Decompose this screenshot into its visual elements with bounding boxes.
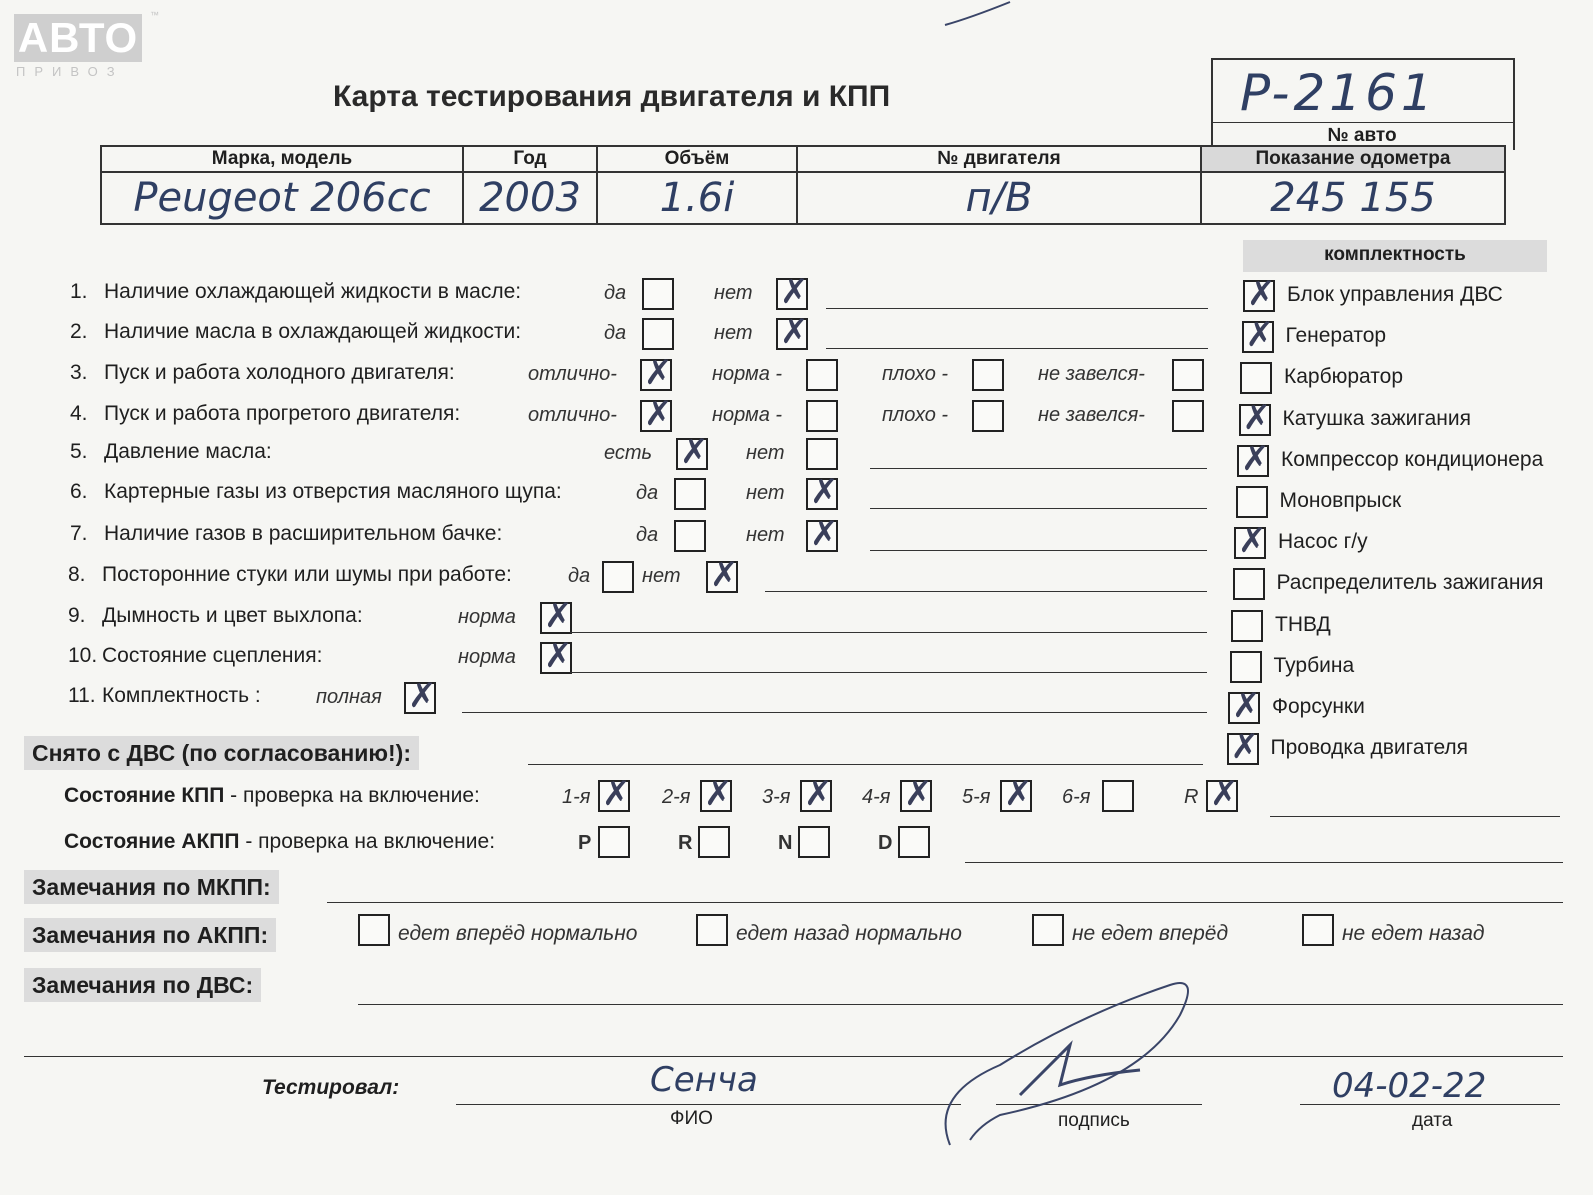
check-mark-icon: ✗ xyxy=(1238,521,1267,562)
remarks-mkpp-label: Замечания по МКПП: xyxy=(24,870,279,904)
kpp-gear-checkbox[interactable] xyxy=(598,774,631,814)
check-option-label: да xyxy=(636,524,659,546)
kompl-checkbox[interactable] xyxy=(1234,521,1267,562)
check-option-label: нет xyxy=(714,282,753,304)
kpp-gear-label: 1-я xyxy=(562,786,591,808)
kpp-gear-checkbox[interactable] xyxy=(1102,780,1134,812)
check-num: 4. xyxy=(70,402,88,425)
check-option-checkbox[interactable] xyxy=(642,278,674,310)
kpp-gear-checkbox[interactable] xyxy=(800,774,833,814)
check-mark-icon: ✗ xyxy=(544,636,573,676)
kompl-item-label: Моновпрыск xyxy=(1279,489,1402,512)
header-value: 1.6i xyxy=(659,175,735,221)
kpp-gear-checkbox[interactable] xyxy=(900,774,933,814)
kpp-gear-label: 2-я xyxy=(662,786,691,808)
fio-line xyxy=(456,1104,961,1105)
kompl-checkbox[interactable] xyxy=(1233,568,1265,600)
kpp-gear-label: 4-я xyxy=(862,786,891,808)
header-col: Показание одометра xyxy=(1255,148,1451,169)
check-option-label: норма xyxy=(458,606,516,628)
check-option-checkbox[interactable] xyxy=(806,438,838,470)
check-line xyxy=(826,308,1208,309)
check-option-label: да xyxy=(604,282,627,304)
check-option-checkbox[interactable] xyxy=(404,676,437,716)
akpp-gear-checkbox[interactable] xyxy=(798,826,830,858)
kompl-item-label: Катушка зажигания xyxy=(1282,406,1471,430)
check-num: 7. xyxy=(70,522,88,545)
kompl-checkbox[interactable] xyxy=(1243,274,1276,314)
check-option-checkbox[interactable] xyxy=(806,514,839,554)
check-option-checkbox[interactable] xyxy=(674,478,706,510)
kompl-item-label: Блок управления ДВС xyxy=(1287,283,1503,306)
kompl-item-label: Карбюратор xyxy=(1284,365,1404,389)
check-mark-icon: ✗ xyxy=(644,394,673,434)
check-option-label: да xyxy=(636,482,659,504)
check-option-label: норма - xyxy=(712,404,783,426)
kompl-checkbox[interactable] xyxy=(1227,727,1259,768)
akpp-remark-checkbox[interactable] xyxy=(1032,914,1064,946)
check-label: Картерные газы из отверстия масляного щупа: xyxy=(104,480,562,503)
kpp-gear-label: 3-я xyxy=(762,786,791,808)
akpp-gear-checkbox[interactable] xyxy=(598,826,630,858)
akpp-remark-checkbox[interactable] xyxy=(1302,914,1334,946)
kompl-checkbox[interactable] xyxy=(1236,486,1268,518)
check-option-checkbox[interactable] xyxy=(1172,359,1204,391)
check-label: Наличие охлаждающей жидкости в масле: xyxy=(104,280,522,303)
kpp-gear-label: R xyxy=(1184,786,1199,808)
check-mark-icon: ✗ xyxy=(704,774,733,814)
kompl-item-label: ТНВД xyxy=(1275,612,1331,636)
check-option-label: норма - xyxy=(712,363,783,385)
check-option-checkbox[interactable] xyxy=(776,312,809,352)
akpp-remark-label: едет вперёд нормально xyxy=(398,922,638,945)
header-value: Peugeot 206cc xyxy=(133,175,431,221)
header-value: 245 155 xyxy=(1270,175,1436,221)
akpp-gear-checkbox[interactable] xyxy=(898,826,930,858)
check-num: 2. xyxy=(70,320,88,343)
kpp-gear-label: 5-я xyxy=(962,786,991,808)
header-col: Объём xyxy=(664,148,730,169)
date-label: дата xyxy=(1412,1110,1453,1131)
check-num: 8. xyxy=(68,563,86,586)
check-mark-icon: ✗ xyxy=(602,774,631,814)
check-mark-icon: ✗ xyxy=(544,596,573,636)
kompl-item-label: Насос г/у xyxy=(1278,530,1368,554)
remarks-mkpp-line xyxy=(327,902,1563,903)
akpp-gear-label: N xyxy=(778,832,793,854)
check-option-label: нет xyxy=(714,322,753,344)
check-line xyxy=(870,468,1207,469)
kompl-item-label: Распределитель зажигания xyxy=(1276,571,1544,595)
check-num: 1. xyxy=(70,280,88,303)
check-option-label: нет xyxy=(746,442,785,464)
check-option-label: отлично- xyxy=(528,363,617,385)
check-option-label: не завелся- xyxy=(1038,363,1145,385)
check-option-checkbox[interactable] xyxy=(642,318,674,350)
remarks-akpp-label: Замечания по АКПП: xyxy=(24,918,276,952)
kpp-gear-checkbox[interactable] xyxy=(1000,774,1033,814)
check-num: 11. xyxy=(68,684,96,707)
header-value: 2003 xyxy=(479,175,581,221)
kompl-checkbox[interactable] xyxy=(1231,610,1263,642)
akpp-remark-checkbox[interactable] xyxy=(696,914,728,946)
check-line xyxy=(870,508,1207,509)
header-table xyxy=(100,145,1506,225)
logo-sub: ПРИВОЗ xyxy=(16,64,124,79)
check-mark-icon: ✗ xyxy=(780,312,809,352)
check-option-checkbox[interactable] xyxy=(776,272,809,312)
kpp-label: Состояние КПП - проверка на включение: xyxy=(64,784,480,807)
check-option-label: нет xyxy=(642,565,681,587)
kpp-gear-checkbox[interactable] xyxy=(1206,774,1239,814)
kpp-line xyxy=(1270,816,1560,817)
kompl-checkbox[interactable] xyxy=(1237,438,1270,479)
check-num: 5. xyxy=(70,440,88,463)
kompl-checkbox[interactable] xyxy=(1240,362,1272,394)
check-mark-icon: ✗ xyxy=(408,676,437,716)
check-label: Давление масла: xyxy=(104,440,272,463)
check-mark-icon: ✗ xyxy=(1242,397,1271,438)
check-option-label: да xyxy=(604,322,627,344)
check-mark-icon: ✗ xyxy=(1245,315,1274,356)
check-num: 10. xyxy=(68,644,98,667)
check-mark-icon: ✗ xyxy=(810,514,839,554)
check-mark-icon: ✗ xyxy=(904,774,933,814)
removed-line xyxy=(528,764,1203,765)
check-mark-icon: ✗ xyxy=(1230,727,1259,768)
check-option-checkbox[interactable] xyxy=(540,636,573,676)
check-mark-icon: ✗ xyxy=(804,774,833,814)
logo-tm: ™ xyxy=(150,10,159,20)
remarks-dvs-line-2 xyxy=(24,1056,1563,1057)
check-num: 3. xyxy=(70,361,88,384)
check-mark-icon: ✗ xyxy=(644,353,673,393)
check-line xyxy=(462,712,1207,713)
kompl-item-label: Генератор xyxy=(1285,324,1387,348)
header-col: Год xyxy=(513,148,547,169)
header-value: п/В xyxy=(965,175,1033,221)
check-mark-icon: ✗ xyxy=(1241,438,1270,479)
header-col: Марка, модель xyxy=(211,148,353,169)
check-mark-icon: ✗ xyxy=(1004,774,1033,814)
akpp-remark-label: едет назад нормально xyxy=(736,922,962,945)
akpp-gear-label: D xyxy=(878,832,893,854)
check-num: 9. xyxy=(68,604,86,627)
remarks-dvs-label: Замечания по ДВС: xyxy=(24,968,261,1002)
kompl-item-label: Проводка двигателя xyxy=(1270,736,1469,760)
check-mark-icon: ✗ xyxy=(680,432,709,472)
check-option-label: норма xyxy=(458,646,516,668)
check-option-checkbox[interactable] xyxy=(806,400,838,432)
check-option-label: полная xyxy=(316,686,382,708)
check-option-checkbox[interactable] xyxy=(676,432,709,472)
date-value: 04-02-22 xyxy=(1332,1066,1487,1106)
check-option-checkbox[interactable] xyxy=(972,400,1004,432)
check-label: Пуск и работа прогретого двигателя: xyxy=(104,402,461,425)
avto-number-label: № авто xyxy=(1211,122,1513,149)
check-option-checkbox[interactable] xyxy=(674,520,706,552)
check-option-label: есть xyxy=(604,442,653,464)
akpp-gear-checkbox[interactable] xyxy=(698,826,730,858)
akpp-gear-label: R xyxy=(678,832,693,854)
sign-label: подпись xyxy=(1058,1110,1130,1131)
check-mark-icon: ✗ xyxy=(780,272,809,312)
kompl-checkbox[interactable] xyxy=(1228,686,1261,726)
check-mark-icon: ✗ xyxy=(810,472,839,512)
tested-label: Тестировал: xyxy=(262,1076,400,1099)
fio-value: Сенча xyxy=(650,1060,758,1100)
akpp-gear-label: P xyxy=(578,832,592,854)
check-mark-icon: ✗ xyxy=(1232,686,1261,726)
check-label: Наличие масла в охлаждающей жидкости: xyxy=(104,320,522,343)
check-label: Наличие газов в расширительном бачке: xyxy=(104,522,503,545)
akpp-remark-checkbox[interactable] xyxy=(358,914,390,946)
check-option-label: нет xyxy=(746,482,785,504)
check-option-label: отлично- xyxy=(528,404,617,426)
check-label: Дымность и цвет выхлопа: xyxy=(102,604,363,627)
signature xyxy=(940,975,1220,1155)
kompl-item-label: Форсунки xyxy=(1272,695,1365,718)
check-label: Посторонние стуки или шумы при работе: xyxy=(102,563,512,586)
check-line xyxy=(570,632,1207,633)
kpp-gear-checkbox[interactable] xyxy=(700,774,733,814)
kompl-checkbox[interactable] xyxy=(1242,315,1274,356)
check-label: Состояние сцепления: xyxy=(102,644,323,667)
top-scribble xyxy=(940,0,1020,30)
kompl-item-label: Турбина xyxy=(1273,653,1355,677)
check-option-label: да xyxy=(568,565,591,587)
check-option-label: не завелся- xyxy=(1038,404,1145,426)
kompl-title: комплектность xyxy=(1243,240,1547,272)
check-option-checkbox[interactable] xyxy=(806,359,838,391)
check-option-checkbox[interactable] xyxy=(806,472,839,512)
akpp-line xyxy=(965,862,1563,863)
removed-label: Снято с ДВС (по согласованию!): xyxy=(24,736,419,770)
akpp-remark-label: не едет назад xyxy=(1342,922,1485,945)
kompl-item-label: Компрессор кондиционера xyxy=(1281,447,1544,471)
check-num: 6. xyxy=(70,480,88,503)
check-option-label: нет xyxy=(746,524,785,546)
check-option-checkbox[interactable] xyxy=(1172,400,1204,432)
logo xyxy=(14,10,159,79)
akpp-remark-label: не едет вперёд xyxy=(1072,922,1229,945)
check-label: Комплектность : xyxy=(102,684,261,707)
page-title: Карта тестирования двигателя и КПП xyxy=(333,80,891,113)
check-option-label: плохо - xyxy=(882,404,949,426)
check-line xyxy=(765,591,1207,592)
fio-label: ФИО xyxy=(670,1108,713,1129)
check-option-label: плохо - xyxy=(882,363,949,385)
check-label: Пуск и работа холодного двигателя: xyxy=(104,361,455,384)
kpp-gear-label: 6-я xyxy=(1062,786,1091,808)
avto-number-value: P-2161 xyxy=(1240,64,1437,122)
check-line xyxy=(870,550,1207,551)
kompl-checkbox[interactable] xyxy=(1239,397,1271,438)
check-option-checkbox[interactable] xyxy=(640,353,673,393)
check-mark-icon: ✗ xyxy=(1247,274,1276,314)
kompl-checkbox[interactable] xyxy=(1230,651,1262,683)
check-option-checkbox[interactable] xyxy=(640,394,673,434)
akpp-label: Состояние АКПП - проверка на включение: xyxy=(64,830,496,853)
check-option-checkbox[interactable] xyxy=(540,596,573,636)
logo-main: АВТО xyxy=(14,14,142,62)
check-mark-icon: ✗ xyxy=(710,555,739,595)
check-option-checkbox[interactable] xyxy=(602,561,634,593)
header-col: № двигателя xyxy=(937,148,1061,169)
check-option-checkbox[interactable] xyxy=(706,555,739,595)
check-mark-icon: ✗ xyxy=(1210,774,1239,814)
check-line xyxy=(570,672,1207,673)
check-line xyxy=(826,348,1208,349)
check-option-checkbox[interactable] xyxy=(972,359,1004,391)
